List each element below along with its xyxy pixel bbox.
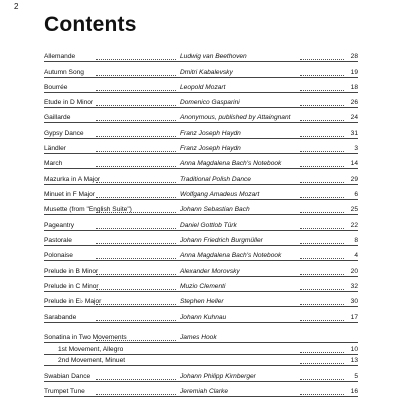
entry-composer: Alexander Morovsky: [180, 268, 240, 275]
contents-entry: [0, 113, 400, 123]
entry-title: Prelude in C Minor: [44, 283, 99, 290]
entry-title: Musette (from "English Suite"): [44, 206, 132, 213]
leader-dots: [300, 363, 344, 364]
entry-page-number: 10: [350, 346, 358, 353]
entry-composer: James Hook: [180, 334, 217, 341]
contents-entry: [0, 282, 400, 292]
leader-dots: [300, 379, 344, 380]
entry-title: Etude in D Minor: [44, 99, 94, 106]
entry-composer: Daniel Gottlob Türk: [180, 222, 237, 229]
entry-composer: Franz Joseph Haydn: [180, 130, 241, 137]
leader-dots: [96, 197, 176, 198]
leader-dots: [300, 75, 344, 76]
leader-dots: [300, 274, 344, 275]
contents-entry: [0, 313, 400, 323]
entry-title: Pastorale: [44, 237, 72, 244]
entry-composer: Anonymous, published by Attaingnant: [180, 114, 291, 121]
leader-dots: [96, 243, 176, 244]
contents-entry: [0, 159, 400, 169]
entry-page-number: 14: [350, 160, 358, 167]
contents-entry: [0, 205, 400, 215]
leader-dots: [300, 90, 344, 91]
entry-composer: Leopold Mozart: [180, 84, 226, 91]
contents-entry: [0, 372, 400, 382]
entry-title: Mazurka in A Major: [44, 176, 101, 183]
entry-page-number: 16: [350, 388, 358, 395]
entry-title: Swabian Dance: [44, 373, 91, 380]
leader-dots: [96, 394, 176, 395]
contents-entry: [0, 190, 400, 200]
contents-entry: [0, 297, 400, 307]
leader-dots: [300, 151, 344, 152]
contents-entry: [0, 236, 400, 246]
leader-dots: [96, 289, 176, 290]
entry-title: 1st Movement, Allegro: [58, 346, 124, 353]
leader-dots: [300, 59, 344, 60]
entry-title: Prelude in E♭ Major: [44, 298, 102, 305]
leader-dots: [300, 304, 344, 305]
leader-dots: [300, 289, 344, 290]
entry-page-number: 26: [350, 99, 358, 106]
entry-page-number: 31: [350, 130, 358, 137]
leader-dots: [300, 197, 344, 198]
leader-dots: [300, 352, 344, 353]
contents-entry: [0, 387, 400, 397]
entry-page-number: 28: [350, 53, 358, 60]
entry-page-number: 13: [350, 357, 358, 364]
entry-title: Allemande: [44, 53, 76, 60]
entry-composer: Anna Magdalena Bach's Notebook: [180, 252, 282, 259]
entry-composer: Traditional Polish Dance: [180, 176, 251, 183]
leader-dots: [96, 105, 176, 106]
leader-dots: [300, 258, 344, 259]
contents-entry: [0, 175, 400, 185]
entry-title: Bourrée: [44, 84, 68, 91]
entry-composer: Johann Friedrich Burgmüller: [180, 237, 263, 244]
entry-title: Autumn Song: [44, 69, 84, 76]
entry-composer: Ludwig van Beethoven: [180, 53, 247, 60]
leader-dots: [96, 274, 176, 275]
leader-dots: [300, 166, 344, 167]
leader-dots: [300, 320, 344, 321]
leader-dots: [300, 136, 344, 137]
leader-dots: [300, 120, 344, 121]
entry-title: Gaillarde: [44, 114, 71, 121]
contents-entry: [0, 333, 400, 343]
leader-dots: [96, 320, 176, 321]
entry-composer: Johann Kuhnau: [180, 314, 227, 321]
contents-entry: [0, 267, 400, 277]
leader-dots: [300, 394, 344, 395]
entry-title: Sonatina in Two Movements: [44, 334, 127, 341]
entry-composer: Jeremiah Clarke: [180, 388, 229, 395]
entry-composer: Dmitri Kabalevsky: [180, 69, 233, 76]
page-number: 2: [14, 2, 19, 11]
leader-dots: [96, 151, 176, 152]
entry-page-number: 29: [350, 176, 358, 183]
entry-page-number: 20: [350, 268, 358, 275]
contents-entry: [0, 221, 400, 231]
leader-dots: [300, 182, 344, 183]
contents-entry: [0, 356, 400, 366]
leader-dots: [96, 90, 176, 91]
entry-title: Gypsy Dance: [44, 130, 84, 137]
entry-title: Trumpet Tune: [44, 388, 85, 395]
contents-entry: [0, 129, 400, 139]
leader-dots: [96, 59, 176, 60]
contents-entry: [0, 52, 400, 62]
entry-title: Prelude in B Minor: [44, 268, 99, 275]
entry-title: 2nd Movement, Minuet: [58, 357, 126, 364]
leader-dots: [96, 166, 176, 167]
entry-page-number: 17: [350, 314, 358, 321]
entry-page-number: 5: [354, 373, 358, 380]
entry-page-number: 18: [350, 84, 358, 91]
entry-composer: Muzio Clementi: [180, 283, 226, 290]
entry-composer: Johann Sebastian Bach: [180, 206, 250, 213]
leader-dots: [300, 212, 344, 213]
entry-composer: Johann Philipp Kirnberger: [180, 373, 256, 380]
contents-entry: [0, 251, 400, 261]
entry-title: March: [44, 160, 63, 167]
leader-dots: [96, 120, 176, 121]
leader-dots: [96, 75, 176, 76]
leader-dots: [300, 228, 344, 229]
leader-dots: [300, 105, 344, 106]
entry-page-number: 24: [350, 114, 358, 121]
entry-title: Sarabande: [44, 314, 77, 321]
entry-page-number: 6: [354, 191, 358, 198]
contents-entry: [0, 98, 400, 108]
entry-composer: Wolfgang Amadeus Mozart: [180, 191, 260, 198]
entry-page-number: 19: [350, 69, 358, 76]
entry-page-number: 30: [350, 298, 358, 305]
entry-page-number: 8: [354, 237, 358, 244]
leader-dots: [300, 243, 344, 244]
entry-page-number: 32: [350, 283, 358, 290]
leader-dots: [96, 379, 176, 380]
leader-dots: [96, 228, 176, 229]
leader-dots: [96, 304, 176, 305]
entry-title: Minuet in F Major: [44, 191, 95, 198]
entry-page-number: 3: [354, 145, 358, 152]
contents-entry: [0, 68, 400, 78]
entry-composer: Stephen Heller: [180, 298, 224, 305]
contents-heading: Contents: [44, 13, 137, 36]
entry-title: Pageantry: [44, 222, 75, 229]
entry-page-number: 4: [354, 252, 358, 259]
entry-title: Polonaise: [44, 252, 73, 259]
contents-entry: [0, 144, 400, 154]
leader-dots: [96, 136, 176, 137]
leader-dots: [96, 182, 176, 183]
entry-page-number: 25: [350, 206, 358, 213]
leader-dots: [96, 258, 176, 259]
entry-composer: Domenico Gasparini: [180, 99, 240, 106]
entry-composer: Franz Joseph Haydn: [180, 145, 241, 152]
entry-composer: Anna Magdalena Bach's Notebook: [180, 160, 282, 167]
contents-entry: [0, 83, 400, 93]
entry-page-number: 22: [350, 222, 358, 229]
contents-entry: [0, 345, 400, 355]
entry-title: Ländler: [44, 145, 66, 152]
